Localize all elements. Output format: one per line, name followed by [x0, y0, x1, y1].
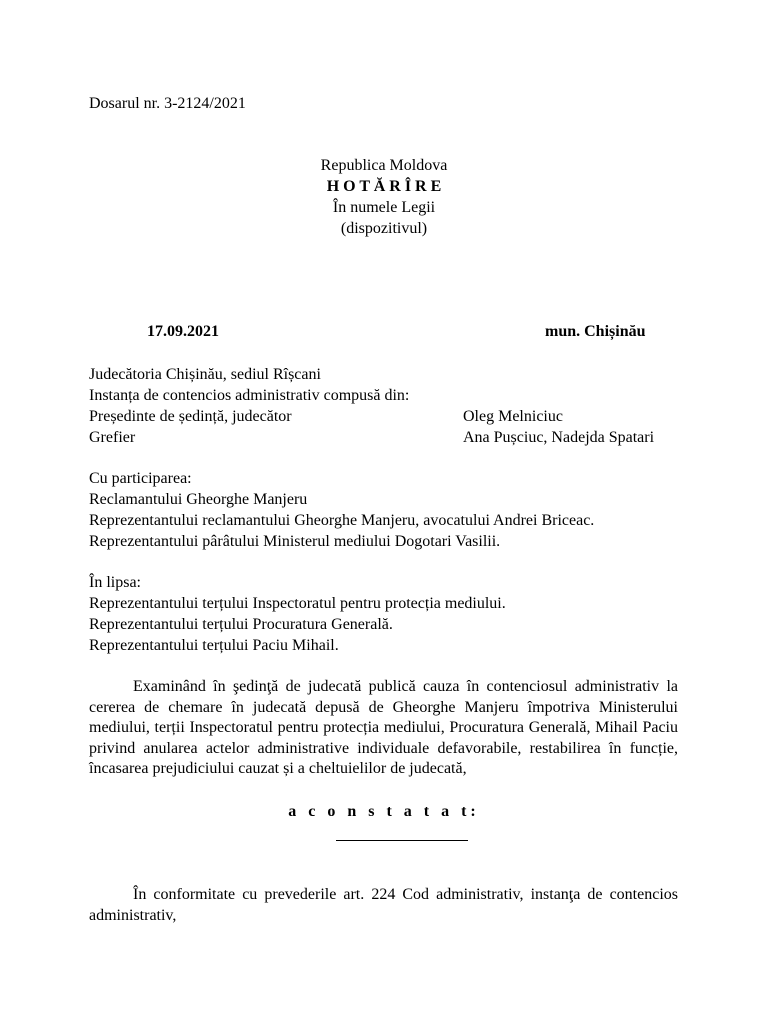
country-name: Republica Moldova: [320, 157, 448, 174]
document-title: H O T Ă R Î R E: [326, 178, 442, 195]
absence-item: Reprezentantului terțului Paciu Mihail.: [89, 637, 339, 654]
case-number: Dosarul nr. 3-2124/2021: [89, 95, 246, 112]
court-role: Grefier: [89, 429, 136, 446]
court-composition: Instanța de contencios administrativ compusă din:: [89, 387, 410, 404]
decision-place: mun. Chișinău: [545, 323, 646, 340]
participation-item: Reprezentantului pârâtului Ministerul mediului Dogotari Vasilii.: [89, 533, 501, 550]
conformity-paragraph: În conformitate cu prevederile art. 224 Cod administrativ, instanţa de contencios administrativ,: [89, 886, 678, 924]
court-name: Judecătoria Chișinău, sediul Rîșcani: [89, 366, 321, 383]
court-person: Oleg Melniciuc: [463, 408, 563, 425]
participation-item: Reprezentantului reclamantului Gheorghe Manjeru, avocatului Andrei Briceac.: [89, 512, 595, 529]
found-heading: a c o n s t a t a t:: [288, 803, 480, 820]
separator-line: [336, 840, 468, 841]
in-name-of-law: În numele Legii: [332, 199, 436, 216]
participation-item: Reclamantului Gheorghe Manjeru: [89, 491, 308, 508]
absence-heading: În lipsa:: [89, 574, 141, 591]
absence-item: Reprezentantului terțului Inspectoratul pentru protecția mediului.: [89, 595, 506, 612]
court-role: Președinte de ședință, judecător: [89, 408, 292, 425]
participation-heading: Cu participarea:: [89, 470, 192, 487]
dispositive-label: (dispozitivul): [340, 220, 428, 237]
decision-date: 17.09.2021: [147, 323, 219, 340]
examination-paragraph: Examinând în şedinţă de judecată publică cauza în contenciosul administrativ la cererea de chemare în judecată depusă de Gheorghe Manjeru împotriva Ministerului mediului, terții Inspectoratul pentru protecția mediului, Procuratura Generală, Mihail Paciu privind anularea actelor administrative individuale defavorabile, restabilirea în funcție, încasarea prejudiciului cauzat și a cheltuielilor de judecată,: [89, 678, 678, 777]
absence-item: Reprezentantului terțului Procuratura Generală.: [89, 616, 393, 633]
court-person: Ana Pușciuc, Nadejda Spatari: [463, 429, 655, 446]
